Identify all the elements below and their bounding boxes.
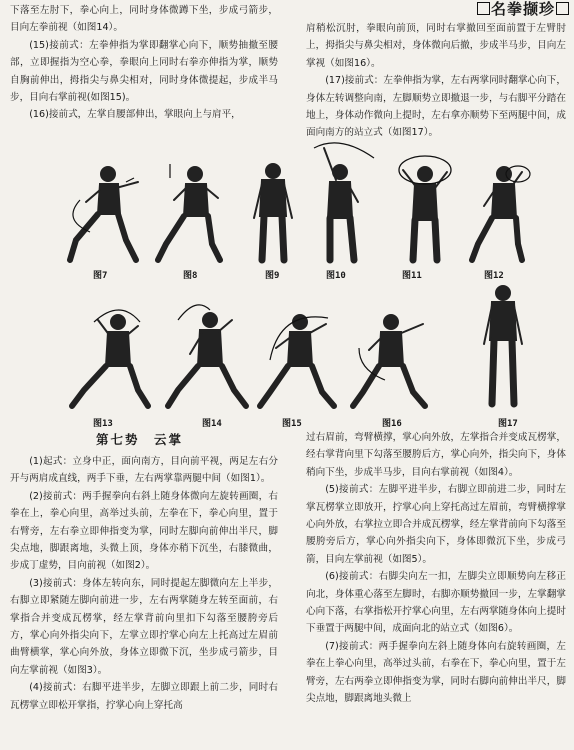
figure-caption: 图7 — [93, 271, 108, 281]
box-mark-icon — [556, 2, 569, 15]
text-column-left-top — [10, 2, 278, 124]
column-header — [463, 0, 574, 20]
martial-figure-illustration — [345, 300, 445, 415]
figure-caption: 图16 — [382, 419, 402, 429]
paragraph: 肩稍松沉肘，拳眼向前顶，同时右掌撤回至面前置于左臂肘上，拇指尖与鼻尖相对，身体微向后撤，步成半马步，目向左掌视（如图16）。 — [306, 23, 566, 69]
martial-figure-illustration — [300, 140, 380, 270]
figure-caption: 图17 — [498, 419, 518, 429]
figure-caption: 图12 — [484, 271, 504, 281]
paragraph: 下落至左肘下，拳心向上，同时身体微蹲下坐，步成弓箭步，目向左拳前视（如图14）。 — [10, 5, 278, 34]
martial-figure-illustration — [385, 150, 465, 270]
martial-figure-illustration — [460, 160, 540, 270]
paragraph: 过右眉前，弯臂横撑，掌心向外放，左掌指合并变成瓦楞掌，经右掌背向里下勾落至腰胯后方，掌心向外，指尖向下，身体稍向下坐，步成半马步，目向右掌前视（如图4）。 — [306, 432, 566, 478]
paragraph: (7)接前式：两手握拳向左斜上随身体向右旋转画圈，左拳在上拳心向里，高举过头前，右拳在下，拳心向里，置于左臂旁，左右两拳立即伸指变为掌，同时右脚向前伸出半尺，脚尖点地，脚跟离地头微上 — [306, 640, 566, 705]
figure-caption: 图15 — [282, 419, 302, 429]
section-title: 第七势 云掌 — [96, 432, 184, 447]
paragraph: (3)接前式：身体左转向东，同时提起左脚微向左上半步，右脚立即紧随左脚向前进一步，左右两掌随身左转至面前，右掌指合并变成瓦楞掌，经左掌背前向里扣下勾落至腰胯旁后方，掌心向外指尖向下，左掌立即拧掌心向左上托高过左眉前曲臂横掌，掌心向外放，身体立即微下沉，坐步成弓箭步，目向左掌前视（如图3）。 — [10, 577, 278, 676]
martial-figure-illustration — [160, 290, 260, 415]
figure-caption: 图9 — [265, 271, 280, 281]
figure-caption: 图10 — [326, 271, 346, 281]
figure-caption: 图11 — [402, 271, 422, 281]
text-column-left-bottom — [10, 453, 278, 714]
figure-caption: 图8 — [183, 271, 198, 281]
martial-figure-illustration — [60, 160, 150, 270]
figure-caption: 图14 — [202, 419, 222, 429]
paragraph: (1)起式：立身中正，面向南方，目向前平视，两足左右分开与两肩成直线，两手下垂，左右两掌靠两腿中间（如图1）。 — [10, 456, 278, 485]
box-mark-icon — [477, 2, 490, 15]
paragraph: (5)接前式：左脚平进半步，右脚立即前进二步，同时左掌瓦楞掌立即放开，拧掌心向上穿托高过左眉前，弯臂横撑掌心向外放，右掌拉立即合并成瓦楞掌，经左掌背前向下勾落至腰胯旁后方，掌心向外指尖向下，身体即微沉下坐，步成弓箭，目向左掌前视（如图5）。 — [306, 484, 566, 565]
figure-caption: 图13 — [93, 419, 113, 429]
paragraph: (2)接前式：两手握拳向右斜上随身体微向左旋转画圈，右拳在上，拳心向里，高举过头前，左拳在下，拳心向里，置于右臂旁，左右拳立即伸指变为掌，同时左脚向前伸出半尺，脚尖点地，脚跟离地，头微上顶，身体亦稍下沉坐，右膝微曲，步成丁虚势，目向前视（如图2）。 — [10, 490, 278, 572]
paragraph: (15)接前式：左拳伸指为掌即翻掌心向下，顺势抽撤至腰部，立即握指为空心拳，拳眼向上同时右拳亦伸指为掌，顺势自胸前伸出，拇指尖与鼻尖相对，同时身体微提起，步成半马步，目向右掌前视(如图15)。 — [10, 39, 278, 104]
text-column-right-bottom — [306, 429, 566, 708]
martial-figure-illustration — [468, 280, 538, 415]
paragraph: (17)接前式：左拳伸指为掌，左右两掌同时翻掌心向下，身体左转调整向南，左脚顺势立即撤退一步，与右脚平分踏在地上，身体动作微向上提时，左右拿亦顺势下至两腿中间，成面向南方的站立式（如图17）。 — [306, 75, 566, 139]
column-header-text: 名拳撷珍 — [490, 0, 555, 18]
martial-figure-illustration — [150, 160, 240, 270]
martial-figure-illustration — [250, 300, 350, 415]
paragraph: (16)接前式，左掌自腰部伸出，掌眼向上与肩平， — [29, 109, 241, 121]
paragraph: (6)接前式：右脚尖向左一扣，左脚尖立即顺势向左移正向北，身体重心落至左脚时，右脚亦顺势撤回一步，左掌翻掌心向下落，右掌指松开拧掌心向里，左右两掌随身体向上提时下垂置于两腿中间，成面向北的站立式（如图6）。 — [306, 571, 566, 635]
martial-figure-illustration — [238, 158, 308, 270]
martial-figure-illustration — [58, 300, 158, 415]
text-column-right-top — [306, 20, 566, 142]
paragraph: (4)接前式：右脚平进半步，左脚立即跟上前二步，同时右瓦楞掌立即松开掌指，拧掌心向上穿托高 — [10, 682, 278, 711]
